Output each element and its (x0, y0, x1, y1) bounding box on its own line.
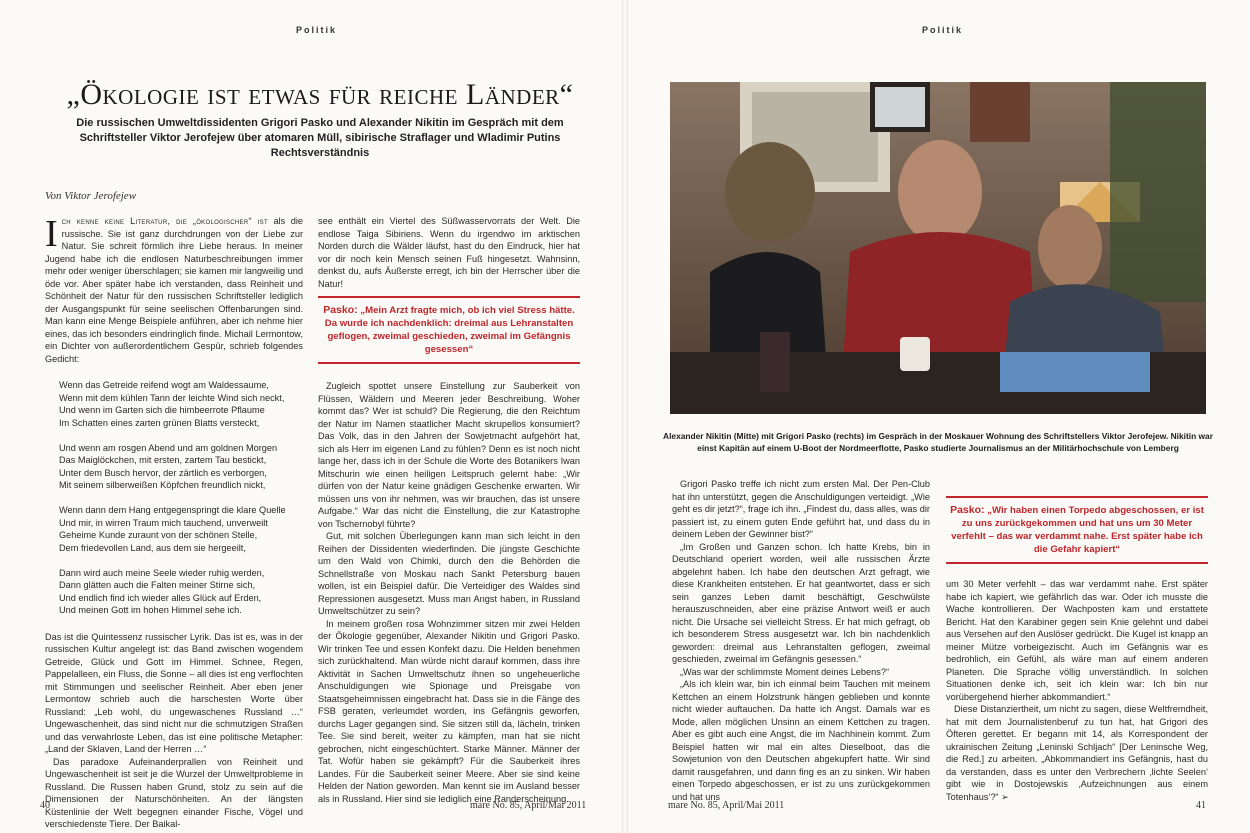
poem-line: Dem friedevollen Land, aus dem sie hergeeilt, (59, 542, 246, 553)
poem-line: Und wenn im Garten sich die himbeerrote Pflaume (59, 405, 265, 415)
poem-line: Dann glätten auch die Falten meiner Stirne sich, (59, 580, 256, 590)
issue-line: mare No. 85, April/Mai 2011 (668, 800, 785, 811)
paragraph: see enthält ein Viertel des Süßwasservorrats der Welt. Die endlose Taiga Sibiriens. Wenn du irgendwo im arktischen Norden durch die Wälder läufst, hast du den Eindruck, hier hat vor dir noch kein Mensch seinen Fuß hingesetzt. Wahnsinn, denkst du, aufs Äußerste erregt, ich bin der Herrscher über die Natur! (318, 216, 580, 289)
page-number: 41 (1196, 800, 1206, 811)
article-subtitle: Die russischen Umweltdissidenten Grigori Pasko und Alexander Nikitin im Gespräch mit dem Schriftsteller Viktor Jerofejew über atomaren Müll, sibirische Straflager und Wladimir Putins Rechtsverständnis (76, 117, 564, 159)
poem-stanza (59, 504, 303, 554)
poem-line: Dann wird auch meine Seele wieder ruhig werden, (59, 567, 265, 578)
drop-cap: I (45, 213, 58, 255)
paragraph: „Was war der schlimmste Moment deines Lebens?“ (680, 666, 890, 677)
poem (59, 379, 303, 617)
paragraph: Zugleich spottet unsere Einstellung zur Sauberkeit von Flüssen, Wäldern und Meeren jeder Beschreibung. Woher kommt das? Wer ist schuld? Die Regierung, die den Reichtum der Natur im Namen staatlicher Macht skrupellos konsumiert? Das Volk, das in den Jahren der Sowjetmacht aufgehört hat, sich als Herr im eigenen Land zu fühlen? Denn es ist noch nicht lange her, dass ich in der Schule die Worte des Botanikers Iwan Mitschurin wie einen heiligen Leitspruch gelernt habe: „Wir dürfen von der Natur keine gnädigen Geschenke erwarten. Wir müssen uns von ihr nehmen, was wir brauchen, das ist unsere Aufgabe.“ War das nicht die Einstellung, die zur Katastrophe von Tschernobyl führte? (318, 381, 580, 529)
photo-caption: Alexander Nikitin (Mitte) mit Grigori Pasko (rechts) im Gespräch in der Moskauer Wohnung des Schriftstellers Viktor Jerofejew. Nikitin war einst Kapitän auf einem U-Boot der Nordmeerflotte, Pasko studierte Journalismus an der Militärhochschule von Lemberg (663, 431, 1213, 453)
poem-line: Das Maiglöckchen, mit ersten, zartem Tau bestickt, (59, 455, 267, 465)
poem-line: Unter dem Busch hervor, der zärtlich es verborgen, (59, 467, 267, 478)
poem-line: Wenn mit dem kühlen Tann der leichte Wind sich neckt, (59, 392, 285, 403)
pull-quote (946, 496, 1208, 564)
pull-quote (318, 296, 580, 364)
poem-stanza (59, 442, 303, 492)
quote-speaker: Pasko: (323, 304, 358, 316)
paragraph: In meinem großen rosa Wohnzimmer sitzen mir zwei Helden der Ökologie gegenüber, Alexander Nikitin und Grigori Pasko. Wir trinken Tee und essen Konfekt dazu. Die Helden benehmen sich zurückhaltend. Man würde nicht darauf kommen, dass ihre Aktivität in Sachen Umweltschutz ihnen so ungeheuerliche Anschuldigungen wie Spionage und Preisgabe von Staatsgeheimnissen eingebracht hat. Dass sie in die Fänge des FSB geraten, verleumdet worden, ins Gefängnis geworfen, durchs Lager gegangen sind. Sie sitzen still da, lächeln, trinken Tee. Sie sind bereit, weiter zu kämpfen, man hat sie nicht gebrochen, nicht eingeschüchtert. Starke Männer. Männer der Tat. Wofür haben sie gekämpft? Für die Sauberkeit ihres Landes. Für die Sauberkeit seiner Meere. Aber sie sind keine Helden der Nation geworden. Man kennt sie im Ausland besser als in Russland. Hier sind sie lediglich eine Randerscheinung. (318, 618, 580, 804)
paragraph: Diese Distanziertheit, um nicht zu sagen, diese Weltfremdheit, hat mit dem Journalistenberuf zu tun hat, hat Grigori des Öfteren gerettet. Er begann mit 14, als Korrespondent der ukrainischen Zeitung „Leninski Schljach“ [Der Leninsche Weg, die Red.] zu arbeiten. „Abkommandiert ins Gefängnis, hast du da verstanden, dass es unter den Verbrechern ‚lichte Seelen‘ gibt wie in Dostojewskis ‚Aufzeichnungen aus einem Totenhaus‘?“ ➢ (946, 704, 1208, 802)
quote-text: „Mein Arzt fragte mich, ob ich viel Stress hätte. Da wurde ich nachdenklich: dreimal aus Lehranstalten geflogen, zweimal geschieden, zweimal im Gefängnis gesessen“ (324, 305, 575, 355)
poem-line: Geheime Kunde zuraunt von der schönen Stelle, (59, 530, 258, 540)
lead-paragraph (45, 215, 303, 365)
section-label: Politik (922, 25, 964, 35)
paragraph: Gut, mit solchen Überlegungen kann man sich leicht in den Reihen der Dissidenten wiederfinden. Die jüngste Geschichte um den Wald von Chimki, durch den die Behörden die Schnellstraße von Moskau nach Sankt Petersburg bauen wollen, ist ein Beispiel dafür. Die Verteidiger des Waldes sind Repressionen ausgesetzt. Muss man Angst haben, in Russland Umweltschützer zu sein? (318, 531, 580, 616)
poem-line: Im Schatten eines zarten grünen Blatts versteckt, (59, 417, 260, 428)
paragraph: Grigori Pasko treffe ich nicht zum ersten Mal. Der Pen-Club hat ihn unterstützt, gegen die Anschuldigungen verteidigt. „Wie geht es dir jetzt?“, frage ich ihn. „Findest du, dass alles, was dir passiert ist, zu einem guten Ende geführt hat, und dass du in deinem Leben der Gewinner bist?“ (672, 479, 930, 539)
article-title: „Ökologie ist etwas für reiche Länder“ (66, 78, 574, 111)
section-label: Politik (296, 25, 338, 35)
lead-text: als die russische. Sie ist ganz durchdrungen von der Liebe zur Natur. Sie schreit förmlich ihre Liebe heraus. In meiner Jugend habe ich die endlosen Naturbeschreibungen immer mehr oder weniger überschlagen; sie kamen mir langweilig und öde vor. Aber später habe ich verstanden, dass Reinheit und Schönheit der Natur für den russischen Schriftsteller lediglich der Ausgangspunkt für seine seelischen Offenbarungen sind. Man kann eine Menge Beispiele anführen, aber ich nehme hier eines, das ich besonders eindringlich finde. Michail Lermontow, ein Dichter von außerordentlichem Gespür, schrieb folgendes Gedicht: (45, 216, 303, 364)
poem-stanza (59, 379, 303, 429)
photo-illustration (670, 82, 1206, 414)
paragraph: um 30 Meter verfehlt – das war verdammt nahe. Erst später habe ich kapiert, wie gefährlich das war. Oder ich musste die Wache kontrollieren. Der Wachposten kam und erstattete Bericht. Hat den Karabiner gegen sein Knie gelehnt und dabei aus Versehen auf den Auslöser gedrückt. Die Kugel ist knapp an meiner Mütze vorbeigezischt. Auch im Gefängnis war es bedrohlich, ein Gefühl, als wäre man auf einem anderen Planeten. Die Sprache völlig unverständlich. In solchen Situationen denke ich, seit ich klein war: Ich bin nur vorübergehend hierher abkommandiert.“ (946, 579, 1209, 702)
quote-text: „Wir haben einen Torpedo abgeschossen, er ist zu uns zurückgekommen und hat uns um 30 Meter verfehlt – das war verdammt nahe. Erst später habe ich die Gefahr kapiert“ (951, 505, 1204, 555)
poem-line: Wenn das Getreide reifend wogt am Waldessaume, (59, 380, 269, 390)
byline: Von Viktor Jerofejew (45, 190, 137, 202)
poem-line: Und meinen Gott im hohen Himmel sehe ich. (59, 605, 242, 615)
quote-speaker: Pasko: (950, 504, 985, 516)
left-column-2-body (318, 380, 580, 804)
paragraph: Das paradoxe Aufeinanderprallen von Reinheit und Ungewaschenheit ist seit je die Wurzel der Umweltprobleme in Russland. Die Russen haben Grund, stolz zu sein auf die Dimensionen der Naturschönheiten. An der längsten Küstenlinie der Welt begegnen einander Fische, Vögel und verschiedenste Tiere. Der Baikal- (45, 756, 303, 829)
page-number: 40 (40, 800, 50, 811)
paragraph: „Im Großen und Ganzen schon. Ich hatte Krebs, bin in Deutschland operiert worden, weil alle russischen Ärzte abgelehnt haben. Ich habe den deutschen Arzt gefragt, wie diese Krankheiten entstehen. Er hat geantwortet, dass er sich sein ganzes Leben damit beschäftigt, Geschwülste herauszuschneiden, aber eine präzise Antwort weiß er auch nicht. Die Ursache sei vielleicht Stress. Er hat mich gefragt, ob ich besonderem Stress ausgesetzt war. Ich bin nachdenklich geworden: dreimal aus Lehranstalten geflogen, zweimal geschieden, zweimal im Gefängnis gesessen.“ (672, 541, 930, 664)
left-page (0, 0, 622, 833)
poem-line: Und mir, in wirren Traum mich tauchend, unverweilt (59, 517, 268, 528)
poem-line: Und wenn am rosgen Abend und am goldnen Morgen (59, 442, 278, 453)
poem-stanza (59, 567, 303, 617)
right-column-2 (946, 578, 1209, 802)
issue-line: mare No. 85, April/Mai 2011 (470, 800, 587, 811)
lead-caps: ch kenne keine Literatur, die „ökologischer“ ist (61, 216, 268, 226)
paragraph: „Als ich klein war, bin ich einmal beim Tauchen mit meinem Kettchen an einem Holzstrunk hängen geblieben und konnte nicht wieder auftauchen. Da hatte ich Angst. Damals war es Mode, allen möglichen Unsinn an einem Kettchen zu tragen. Aber es gibt auch eine Angst, die im Nachhinein kommt. Zum Beispiel hatten wir mal ein altes Dieselboot, das die Sowjetunion von den Deutschen abgekupfert hatte. Wir sind damit rausgefahren, und dann fing es an zu sinken. Wir haben einen Torpedo abgeschossen, er ist zu uns zurückgekommen und hat uns (672, 679, 930, 802)
poem-line: Wenn dann dem Hang entgegenspringt die klare Quelle (59, 505, 286, 515)
interview-photo (670, 82, 1206, 414)
right-column-1 (672, 478, 930, 802)
paragraph: Das ist die Quintessenz russischer Lyrik. Das ist es, was in der russischen Kultur angelegt ist: das Band zwischen wogendem Getreide, Glück und Gott im Himmel. Schnee, Regen, Pappelalleen, ein Fluss, die Sonne – all dies ist eng verflochten mit Stimmungen und seelischer Reinheit. Aber eben jener Lermontow schrieb auch die harschesten Worte über Russland: „Leb wohl, du ungewaschenes Russland …“ Ungewaschenheit, das sind nicht nur die schmutzigen Straßen und das verwahrloste Leben, das ist eine politische Metapher: „Land der Sklaven, Land der Herren …“ (45, 631, 303, 754)
poem-line: Mit seinem silberweißen Köpfchen freundlich nickt, (59, 480, 266, 490)
poem-line: Und endlich find ich wieder alles Glück auf Erden, (59, 592, 262, 603)
